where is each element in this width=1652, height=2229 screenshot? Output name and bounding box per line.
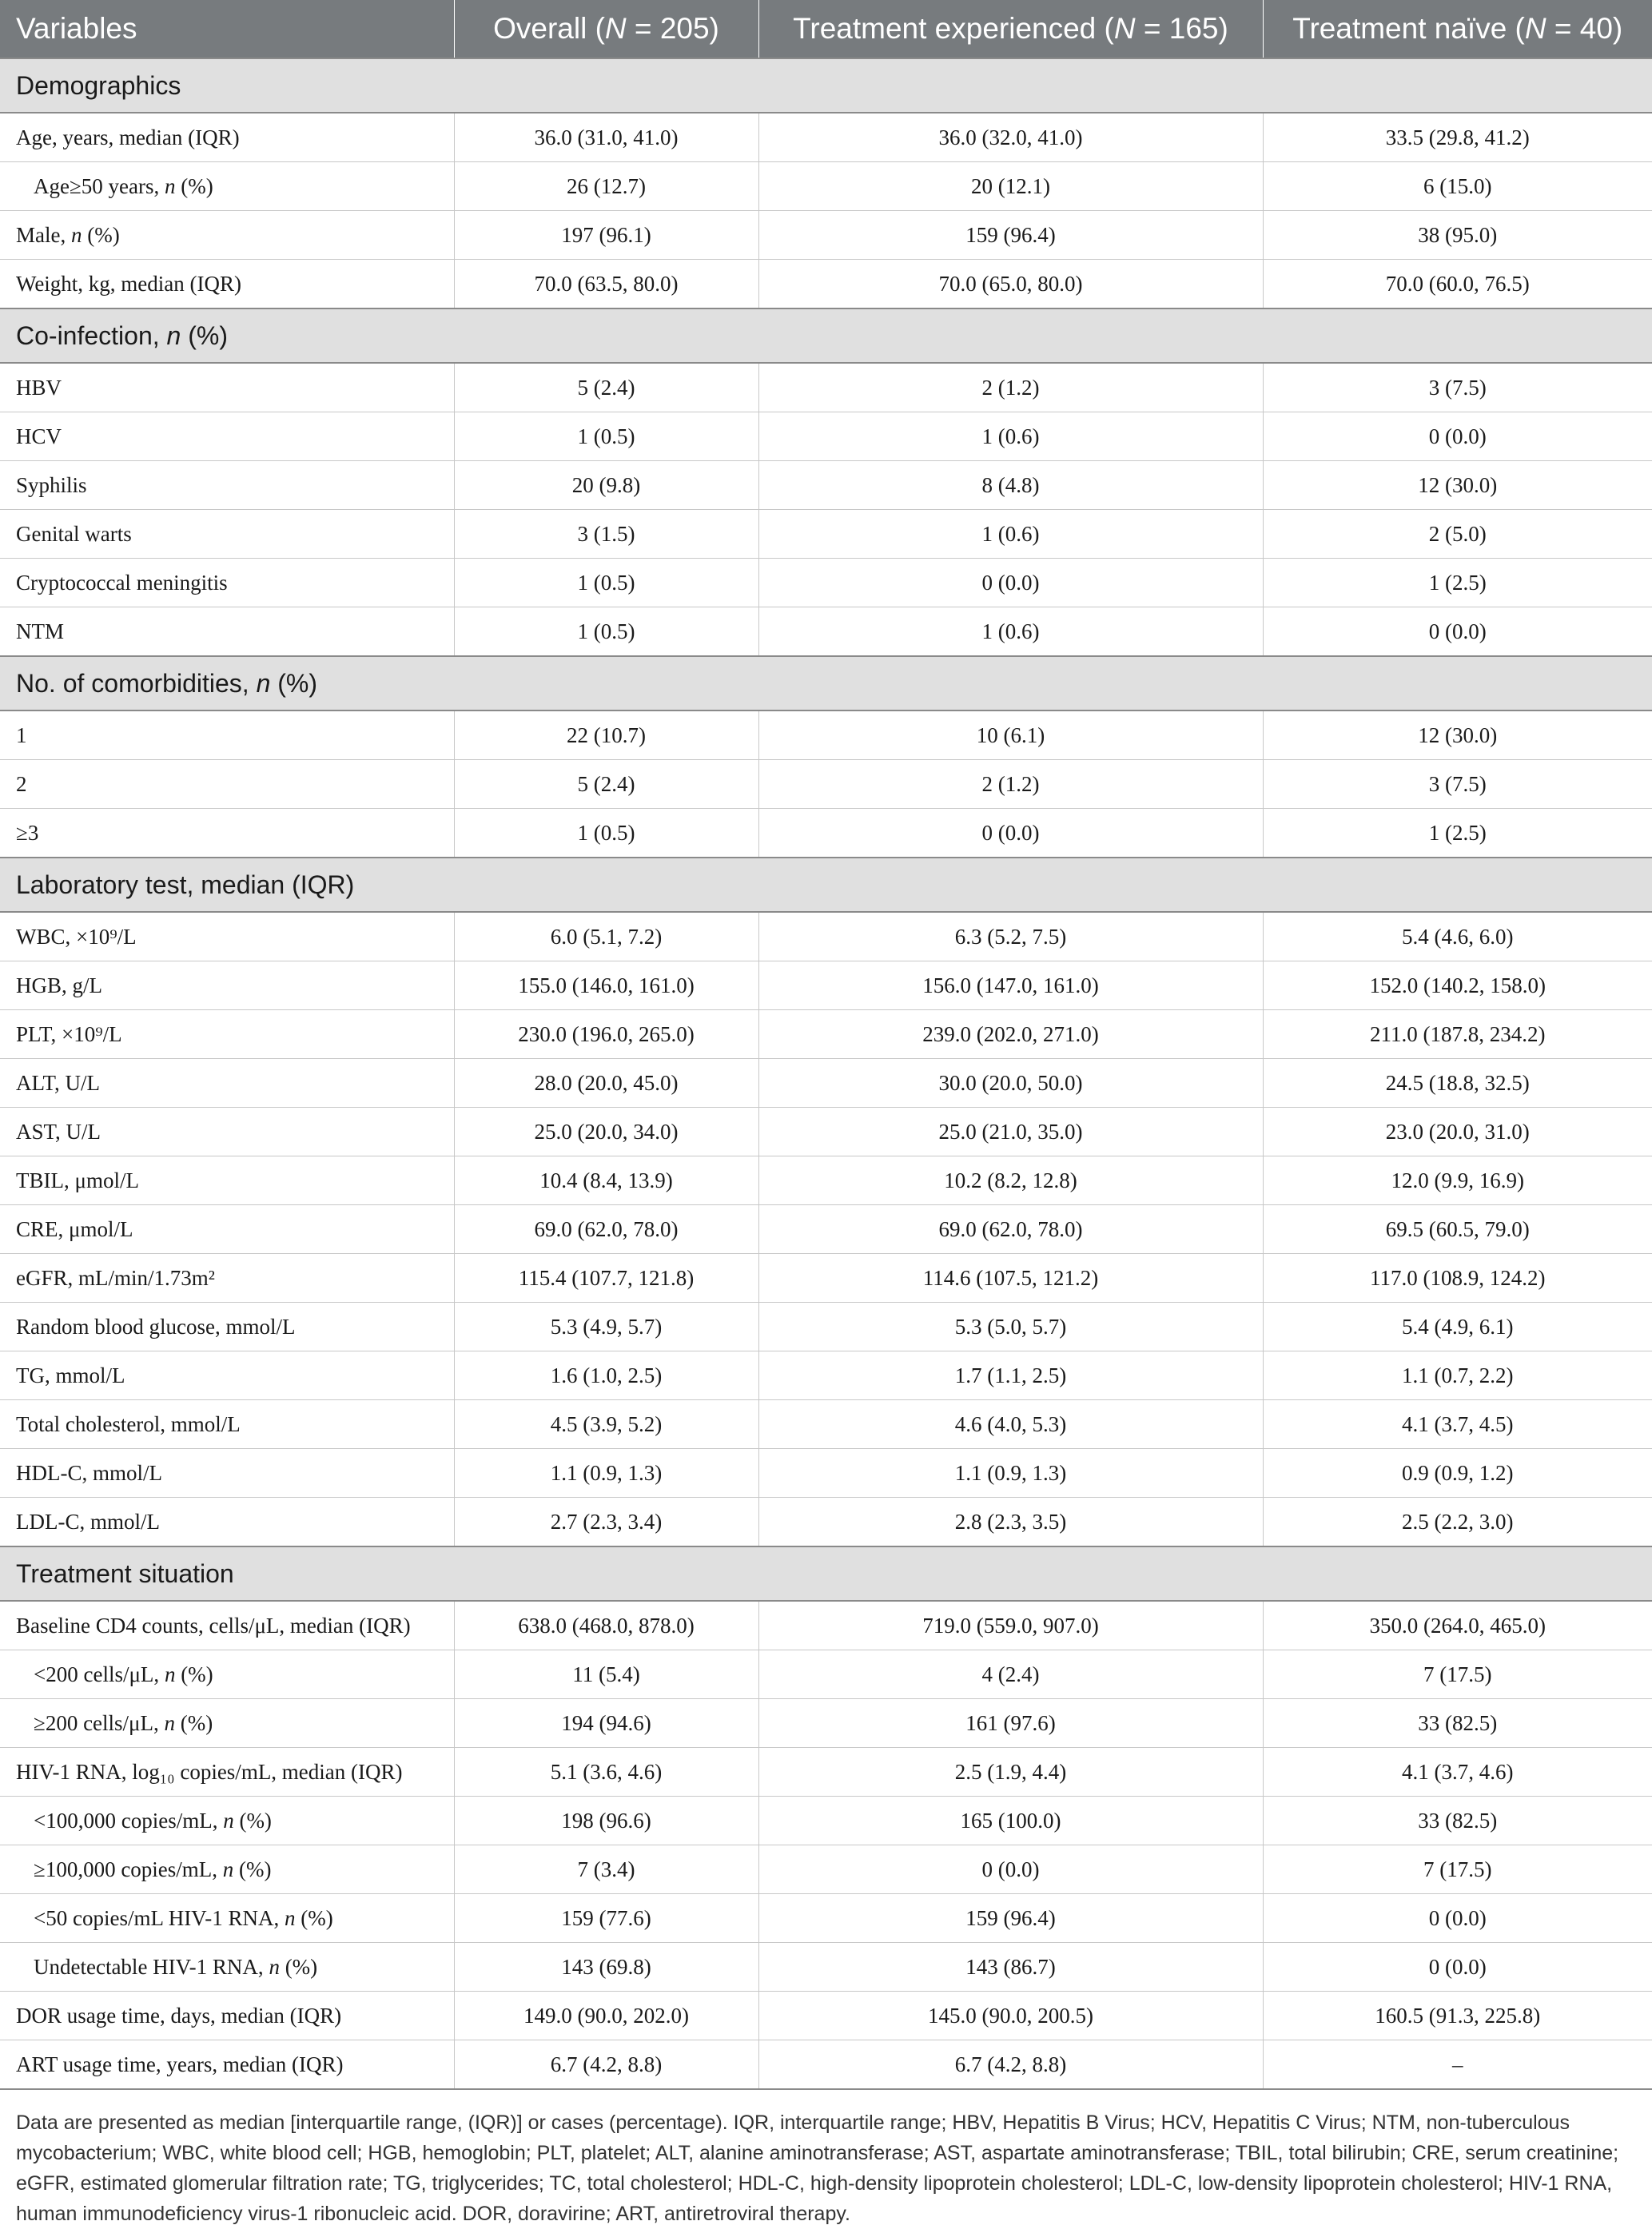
row-label: ≥100,000 copies/mL, n (%)	[0, 1845, 454, 1894]
row-label: <100,000 copies/mL, n (%)	[0, 1797, 454, 1845]
cell-naive: 0.9 (0.9, 1.2)	[1263, 1449, 1652, 1498]
cell-overall: 11 (5.4)	[454, 1650, 758, 1699]
table-row	[0, 461, 1652, 510]
row-label: 1	[0, 710, 454, 760]
cell-experienced: 2 (1.2)	[758, 760, 1263, 809]
cell-naive: 38 (95.0)	[1263, 211, 1652, 260]
section-title: Co-infection, n (%)	[0, 308, 1652, 363]
table-body	[0, 58, 1652, 2089]
table-row	[0, 510, 1652, 559]
table-row	[0, 1650, 1652, 1699]
cell-overall: 4.5 (3.9, 5.2)	[454, 1400, 758, 1449]
section-row	[0, 656, 1652, 710]
cell-overall: 194 (94.6)	[454, 1699, 758, 1748]
cell-overall: 22 (10.7)	[454, 710, 758, 760]
row-label: NTM	[0, 607, 454, 657]
cell-naive: 2 (5.0)	[1263, 510, 1652, 559]
row-label: ≥3	[0, 809, 454, 858]
table-row	[0, 1699, 1652, 1748]
cell-experienced: 161 (97.6)	[758, 1699, 1263, 1748]
cell-experienced: 4 (2.4)	[758, 1650, 1263, 1699]
cell-naive: 6 (15.0)	[1263, 162, 1652, 211]
row-label: Syphilis	[0, 461, 454, 510]
cell-overall: 197 (96.1)	[454, 211, 758, 260]
table-row	[0, 211, 1652, 260]
cell-experienced: 6.3 (5.2, 7.5)	[758, 912, 1263, 961]
row-label: HBV	[0, 363, 454, 412]
cell-overall: 5 (2.4)	[454, 363, 758, 412]
cell-naive: 3 (7.5)	[1263, 363, 1652, 412]
header-row	[0, 0, 1652, 58]
section-title: Laboratory test, median (IQR)	[0, 858, 1652, 912]
row-label: <50 copies/mL HIV-1 RNA, n (%)	[0, 1894, 454, 1943]
row-label: eGFR, mL/min/1.73m²	[0, 1254, 454, 1303]
cell-experienced: 6.7 (4.2, 8.8)	[758, 2040, 1263, 2090]
table-row	[0, 162, 1652, 211]
cell-overall: 5 (2.4)	[454, 760, 758, 809]
cell-naive: 152.0 (140.2, 158.0)	[1263, 961, 1652, 1010]
table-row	[0, 607, 1652, 657]
cell-experienced: 159 (96.4)	[758, 211, 1263, 260]
cell-overall: 1 (0.5)	[454, 559, 758, 607]
cell-experienced: 0 (0.0)	[758, 559, 1263, 607]
row-label: Age, years, median (IQR)	[0, 113, 454, 162]
section-title: Demographics	[0, 58, 1652, 113]
cell-naive: 5.4 (4.6, 6.0)	[1263, 912, 1652, 961]
cell-overall: 2.7 (2.3, 3.4)	[454, 1498, 758, 1547]
table-row	[0, 260, 1652, 309]
cell-overall: 1 (0.5)	[454, 607, 758, 657]
cell-experienced: 20 (12.1)	[758, 162, 1263, 211]
section-row	[0, 858, 1652, 912]
row-label: Total cholesterol, mmol/L	[0, 1400, 454, 1449]
cell-overall: 36.0 (31.0, 41.0)	[454, 113, 758, 162]
cell-naive: 33 (82.5)	[1263, 1699, 1652, 1748]
table-row	[0, 1400, 1652, 1449]
cell-experienced: 1 (0.6)	[758, 607, 1263, 657]
cell-naive: 0 (0.0)	[1263, 1894, 1652, 1943]
cell-experienced: 69.0 (62.0, 78.0)	[758, 1205, 1263, 1254]
cell-experienced: 0 (0.0)	[758, 1845, 1263, 1894]
table-row	[0, 1992, 1652, 2040]
cell-naive: 117.0 (108.9, 124.2)	[1263, 1254, 1652, 1303]
cell-experienced: 1 (0.6)	[758, 412, 1263, 461]
table-row	[0, 1010, 1652, 1059]
cell-experienced: 156.0 (147.0, 161.0)	[758, 961, 1263, 1010]
table-row	[0, 1205, 1652, 1254]
table-row	[0, 1845, 1652, 1894]
cell-naive: 1.1 (0.7, 2.2)	[1263, 1351, 1652, 1400]
table-row	[0, 363, 1652, 412]
cell-naive: 2.5 (2.2, 3.0)	[1263, 1498, 1652, 1547]
row-label: WBC, ×10⁹/L	[0, 912, 454, 961]
table-row	[0, 1351, 1652, 1400]
cell-overall: 6.7 (4.2, 8.8)	[454, 2040, 758, 2090]
row-label: Cryptococcal meningitis	[0, 559, 454, 607]
table-row	[0, 1254, 1652, 1303]
cell-overall: 198 (96.6)	[454, 1797, 758, 1845]
cell-experienced: 1 (0.6)	[758, 510, 1263, 559]
cell-experienced: 10 (6.1)	[758, 710, 1263, 760]
cell-overall: 20 (9.8)	[454, 461, 758, 510]
cell-experienced: 145.0 (90.0, 200.5)	[758, 1992, 1263, 2040]
table-row	[0, 1156, 1652, 1205]
row-label: Age≥50 years, n (%)	[0, 162, 454, 211]
cell-naive: 12 (30.0)	[1263, 710, 1652, 760]
table-row	[0, 1601, 1652, 1650]
cell-experienced: 1.1 (0.9, 1.3)	[758, 1449, 1263, 1498]
header-naive: Treatment naïve (N = 40)	[1263, 0, 1652, 58]
cell-overall: 6.0 (5.1, 7.2)	[454, 912, 758, 961]
cell-overall: 230.0 (196.0, 265.0)	[454, 1010, 758, 1059]
cell-overall: 10.4 (8.4, 13.9)	[454, 1156, 758, 1205]
cell-naive: 1 (2.5)	[1263, 809, 1652, 858]
cell-experienced: 36.0 (32.0, 41.0)	[758, 113, 1263, 162]
cell-naive: 3 (7.5)	[1263, 760, 1652, 809]
table-row	[0, 1797, 1652, 1845]
table-row	[0, 1303, 1652, 1351]
row-label: ≥200 cells/μL, n (%)	[0, 1699, 454, 1748]
cell-overall: 115.4 (107.7, 121.8)	[454, 1254, 758, 1303]
table-row	[0, 809, 1652, 858]
cell-experienced: 30.0 (20.0, 50.0)	[758, 1059, 1263, 1108]
table-row	[0, 1498, 1652, 1547]
cell-overall: 159 (77.6)	[454, 1894, 758, 1943]
cell-experienced: 10.2 (8.2, 12.8)	[758, 1156, 1263, 1205]
row-label: HIV-1 RNA, log₁₀ copies/mL, median (IQR)	[0, 1748, 454, 1797]
table-row	[0, 113, 1652, 162]
cell-overall: 3 (1.5)	[454, 510, 758, 559]
cell-experienced: 114.6 (107.5, 121.2)	[758, 1254, 1263, 1303]
row-label: Baseline CD4 counts, cells/μL, median (IQR)	[0, 1601, 454, 1650]
cell-overall: 1 (0.5)	[454, 809, 758, 858]
cell-experienced: 239.0 (202.0, 271.0)	[758, 1010, 1263, 1059]
cell-naive: 211.0 (187.8, 234.2)	[1263, 1010, 1652, 1059]
cell-overall: 1.1 (0.9, 1.3)	[454, 1449, 758, 1498]
cell-experienced: 4.6 (4.0, 5.3)	[758, 1400, 1263, 1449]
cell-naive: 0 (0.0)	[1263, 607, 1652, 657]
cell-overall: 1 (0.5)	[454, 412, 758, 461]
table-row	[0, 2040, 1652, 2090]
cell-overall: 26 (12.7)	[454, 162, 758, 211]
cell-naive: 5.4 (4.9, 6.1)	[1263, 1303, 1652, 1351]
row-label: Undetectable HIV-1 RNA, n (%)	[0, 1943, 454, 1992]
row-label: LDL-C, mmol/L	[0, 1498, 454, 1547]
row-label: Weight, kg, median (IQR)	[0, 260, 454, 309]
cell-naive: 7 (17.5)	[1263, 1650, 1652, 1699]
cell-overall: 5.3 (4.9, 5.7)	[454, 1303, 758, 1351]
cell-naive: 24.5 (18.8, 32.5)	[1263, 1059, 1652, 1108]
table-row	[0, 412, 1652, 461]
cell-naive: 1 (2.5)	[1263, 559, 1652, 607]
row-label: HCV	[0, 412, 454, 461]
cell-naive: 4.1 (3.7, 4.5)	[1263, 1400, 1652, 1449]
row-label: TG, mmol/L	[0, 1351, 454, 1400]
cell-experienced: 2.5 (1.9, 4.4)	[758, 1748, 1263, 1797]
cell-naive: 23.0 (20.0, 31.0)	[1263, 1108, 1652, 1156]
cell-experienced: 165 (100.0)	[758, 1797, 1263, 1845]
section-title: No. of comorbidities, n (%)	[0, 656, 1652, 710]
table-row	[0, 760, 1652, 809]
cell-naive: 33.5 (29.8, 41.2)	[1263, 113, 1652, 162]
table-row	[0, 1943, 1652, 1992]
cell-overall: 69.0 (62.0, 78.0)	[454, 1205, 758, 1254]
cell-experienced: 70.0 (65.0, 80.0)	[758, 260, 1263, 309]
cell-overall: 5.1 (3.6, 4.6)	[454, 1748, 758, 1797]
row-label: HGB, g/L	[0, 961, 454, 1010]
cell-experienced: 2 (1.2)	[758, 363, 1263, 412]
header-overall: Overall (N = 205)	[454, 0, 758, 58]
table-footnote: Data are presented as median [interquartile range, (IQR)] or cases (percentage). IQR, interquartile range; HBV, Hepatitis B Virus; HCV, Hepatitis C Virus; NTM, non-tuberculous mycobacterium; WBC, white blood cell; HGB, hemoglobin; PLT, platelet; ALT, alanine aminotransferase; AST, aspartate aminotransferase; TBIL, total bilirubin; CRE, serum creatinine; eGFR, estimated glomerular filtration rate; TG, triglycerides; TC, total cholesterol; HDL-C, high-density lipoprotein cholesterol; LDL-C, low-density lipoprotein cholesterol; HIV-1 RNA, human immunodeficiency virus-1 ribonucleic acid. DOR, doravirine; ART, antiretroviral therapy.	[16, 2112, 1619, 2225]
row-label: AST, U/L	[0, 1108, 454, 1156]
cell-overall: 1.6 (1.0, 2.5)	[454, 1351, 758, 1400]
cell-overall: 25.0 (20.0, 34.0)	[454, 1108, 758, 1156]
cell-naive: 0 (0.0)	[1263, 412, 1652, 461]
cell-experienced: 0 (0.0)	[758, 809, 1263, 858]
cell-naive: 160.5 (91.3, 225.8)	[1263, 1992, 1652, 2040]
cell-experienced: 5.3 (5.0, 5.7)	[758, 1303, 1263, 1351]
cell-naive: 7 (17.5)	[1263, 1845, 1652, 1894]
cell-naive: –	[1263, 2040, 1652, 2090]
header-experienced: Treatment experienced (N = 165)	[758, 0, 1263, 58]
table-row	[0, 1449, 1652, 1498]
table-row	[0, 961, 1652, 1010]
cell-overall: 7 (3.4)	[454, 1845, 758, 1894]
cell-naive: 12.0 (9.9, 16.9)	[1263, 1156, 1652, 1205]
table-row	[0, 559, 1652, 607]
table-row	[0, 1748, 1652, 1797]
row-label: HDL-C, mmol/L	[0, 1449, 454, 1498]
cell-naive: 350.0 (264.0, 465.0)	[1263, 1601, 1652, 1650]
row-label: DOR usage time, days, median (IQR)	[0, 1992, 454, 2040]
cell-experienced: 25.0 (21.0, 35.0)	[758, 1108, 1263, 1156]
cell-overall: 70.0 (63.5, 80.0)	[454, 260, 758, 309]
row-label: ART usage time, years, median (IQR)	[0, 2040, 454, 2090]
cell-experienced: 8 (4.8)	[758, 461, 1263, 510]
table-row	[0, 1108, 1652, 1156]
row-label: CRE, μmol/L	[0, 1205, 454, 1254]
section-row	[0, 308, 1652, 363]
table-header	[0, 0, 1652, 58]
section-row	[0, 1546, 1652, 1601]
cell-experienced: 159 (96.4)	[758, 1894, 1263, 1943]
table-row	[0, 1059, 1652, 1108]
row-label: 2	[0, 760, 454, 809]
row-label: <200 cells/μL, n (%)	[0, 1650, 454, 1699]
section-title: Treatment situation	[0, 1546, 1652, 1601]
cell-naive: 33 (82.5)	[1263, 1797, 1652, 1845]
section-row	[0, 58, 1652, 113]
cell-naive: 0 (0.0)	[1263, 1943, 1652, 1992]
table-row	[0, 1894, 1652, 1943]
cell-experienced: 2.8 (2.3, 3.5)	[758, 1498, 1263, 1547]
table-row	[0, 710, 1652, 760]
cell-naive: 70.0 (60.0, 76.5)	[1263, 260, 1652, 309]
cell-overall: 149.0 (90.0, 202.0)	[454, 1992, 758, 2040]
cell-naive: 69.5 (60.5, 79.0)	[1263, 1205, 1652, 1254]
table-row	[0, 912, 1652, 961]
cell-overall: 155.0 (146.0, 161.0)	[454, 961, 758, 1010]
row-label: Male, n (%)	[0, 211, 454, 260]
row-label: PLT, ×10⁹/L	[0, 1010, 454, 1059]
cell-overall: 638.0 (468.0, 878.0)	[454, 1601, 758, 1650]
cell-naive: 4.1 (3.7, 4.6)	[1263, 1748, 1652, 1797]
cell-experienced: 143 (86.7)	[758, 1943, 1263, 1992]
cell-overall: 143 (69.8)	[454, 1943, 758, 1992]
row-label: TBIL, μmol/L	[0, 1156, 454, 1205]
cell-experienced: 1.7 (1.1, 2.5)	[758, 1351, 1263, 1400]
cell-overall: 28.0 (20.0, 45.0)	[454, 1059, 758, 1108]
cell-naive: 12 (30.0)	[1263, 461, 1652, 510]
row-label: ALT, U/L	[0, 1059, 454, 1108]
row-label: Genital warts	[0, 510, 454, 559]
header-variables: Variables	[0, 0, 454, 58]
cell-experienced: 719.0 (559.0, 907.0)	[758, 1601, 1263, 1650]
row-label: Random blood glucose, mmol/L	[0, 1303, 454, 1351]
